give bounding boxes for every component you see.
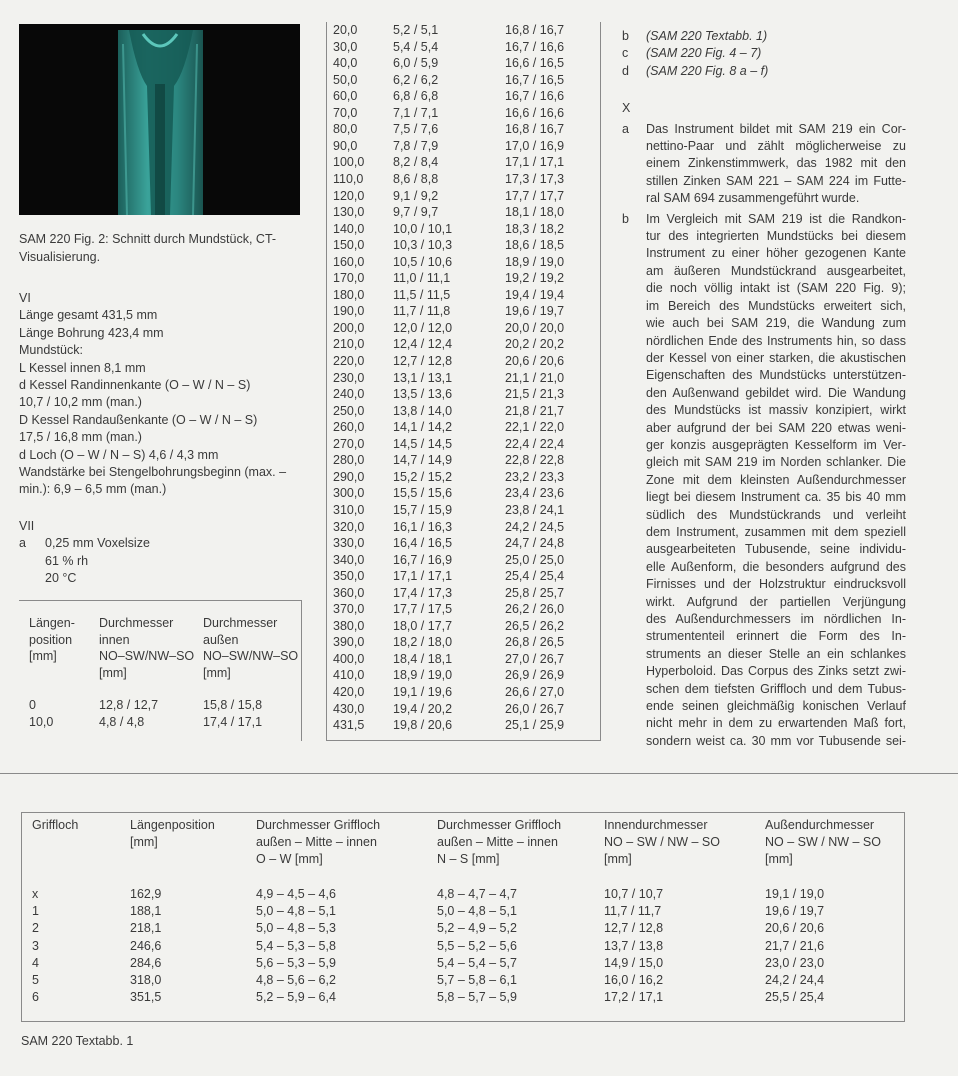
text-line: Im Vergleich mit SAM 219 ist die Randkon-: [646, 211, 906, 226]
table-cell: 30,0: [333, 39, 358, 54]
table-cell: 14,1 / 14,2: [393, 420, 453, 435]
text-line: im Bereich des Mundstücks erweitert sich,: [646, 298, 906, 313]
scan-line: 0,25 mm Voxelsize: [45, 536, 150, 551]
table-cell: 12,4 / 12,4: [393, 337, 453, 352]
table-cell: 5,2 – 4,9 – 5,2: [437, 921, 517, 936]
table-cell: 21,7 / 21,6: [765, 938, 825, 953]
spec-line: 10,7 / 10,2 mm (man.): [19, 395, 142, 410]
table-cell: 26,8 / 26,5: [505, 635, 565, 650]
table-cell: 5,7 – 5,8 – 6,1: [437, 973, 517, 987]
text-line: Eigenschaften des Mundstücks unterstützen-: [646, 368, 906, 383]
table-cell: 140,0: [333, 221, 365, 236]
text-line: wirkt. Aufgrund der partiellen Verjüngung: [646, 594, 906, 609]
table-cell: 11,7 / 11,7: [604, 904, 662, 919]
bore-table-start: [19, 600, 302, 741]
table-cell: 4,9 – 4,5 – 4,6: [256, 887, 336, 901]
spec-line: Mundstück:: [19, 343, 83, 358]
table-cell: 13,8 / 14,0: [393, 403, 453, 418]
spec-line: d Kessel Randinnenkante (O – W / N – S): [19, 378, 251, 393]
table-cell: 120,0: [333, 188, 365, 203]
table-cell: 4,8 / 4,8: [99, 715, 145, 729]
table-cell: 10,5 / 10,6: [393, 254, 453, 269]
table-cell: 12,7 / 12,8: [604, 921, 664, 936]
table-cell: 19,8 / 20,6: [393, 718, 453, 733]
table-cell: 25,0 / 25,0: [505, 552, 565, 567]
text-line: dem Instrument, zusammen mit dem speziell: [646, 524, 906, 539]
table-cell: 20,0 / 20,0: [505, 320, 565, 335]
text-line: die noch völlig intakt ist (SAM 220 Fig. 9);: [646, 281, 906, 296]
text-line: struments an dieser Stelle an ein schlankes: [646, 646, 906, 661]
bore-table-continued: [326, 22, 601, 741]
table-cell: 22,8 / 22,8: [505, 453, 565, 468]
text-line: Zone mit dem kleinsten Außendurchmesser: [646, 472, 906, 487]
table-cell: 5: [32, 973, 39, 987]
table-cell: 10,3 / 10,3: [393, 238, 453, 253]
table-cell: 1: [32, 904, 39, 919]
table-cell: 40,0: [333, 56, 358, 71]
table-cell: 380,0: [333, 618, 365, 633]
table-cell: 420,0: [333, 685, 365, 699]
table-cell: 17,3 / 17,3: [505, 171, 565, 186]
table-cell: 26,9 / 26,9: [505, 668, 565, 683]
section-divider: [0, 773, 958, 774]
table-cell: 8,2 / 8,4: [393, 155, 439, 170]
table-cell: 26,2 / 26,0: [505, 602, 565, 617]
table-cell: 230,0: [333, 370, 365, 385]
text-line: ger konzis ausgeprägten Kesselform im Ver-: [646, 437, 906, 452]
text-line: Firnisses und der Holzstruktur eindrucksvoll: [646, 577, 906, 592]
scan-line: 61 % rh: [45, 553, 89, 568]
spec-line: d Loch (O – W / N – S) 4,6 / 4,3 mm: [19, 447, 219, 462]
table-cell: 7,8 / 7,9: [393, 138, 439, 153]
table-cell: 4: [32, 955, 39, 970]
table-cell: 18,9 / 19,0: [393, 668, 453, 683]
table-cell: 4,8 – 5,6 – 6,2: [256, 973, 336, 987]
table-cell: 11,5 / 11,5: [393, 287, 451, 302]
table-cell: 250,0: [333, 403, 365, 418]
section-heading: X: [622, 101, 631, 116]
table-cell: 70,0: [333, 105, 358, 120]
column-header: Längenposition [mm]: [130, 818, 215, 850]
table-cell: 23,0 / 23,0: [765, 955, 825, 970]
table-cell: 318,0: [130, 973, 162, 987]
table-cell: 300,0: [333, 486, 365, 501]
table-cell: 5,4 – 5,4 – 5,7: [437, 955, 517, 970]
ct-mouthpiece-image: [19, 24, 300, 215]
table-cell: 370,0: [333, 602, 365, 617]
table-cell: 16,7 / 16,5: [505, 72, 565, 87]
text-line: liegt bei diesem Instrument ca. 35 bis 40 mm: [646, 490, 906, 505]
table-cell: 19,6 / 19,7: [505, 304, 565, 319]
text-line: südlich des Mundstückrands und verleiht: [646, 507, 906, 522]
column-header: Innendurchmesser NO – SW / NW – SO [mm]: [604, 818, 720, 867]
table-cell: 170,0: [333, 271, 365, 286]
table-cell: 430,0: [333, 701, 365, 716]
text-line: gleich mit SAM 219 im Norden schlanker. Die: [646, 455, 906, 470]
finger-hole-table: [21, 812, 905, 1022]
text-line: einem Zinkenstimmwerk, das 1982 mit den: [646, 156, 906, 171]
table-cell: 20,2 / 20,2: [505, 337, 565, 352]
table-cell: 18,0 / 17,7: [393, 618, 453, 633]
table-cell: 19,6 / 19,7: [765, 904, 825, 919]
table-cell: 350,0: [333, 569, 365, 584]
table-cell: 17,1 / 17,1: [505, 155, 565, 170]
table-cell: 280,0: [333, 453, 365, 468]
table-cell: 200,0: [333, 320, 365, 335]
text-line: ende seinen gleichmäßig konischen Verlauf: [646, 699, 906, 714]
table-cell: 431,5: [333, 718, 365, 733]
spec-line: L Kessel innen 8,1 mm: [19, 360, 146, 375]
table-cell: 19,2 / 19,2: [505, 271, 565, 286]
table-cell: 17,7 / 17,5: [393, 602, 453, 617]
table-cell: 16,7 / 16,6: [505, 89, 565, 104]
table-cell: 18,9 / 19,0: [505, 254, 565, 269]
table-cell: 15,2 / 15,2: [393, 469, 453, 484]
table-cell: 390,0: [333, 635, 365, 650]
table-cell: 5,5 – 5,2 – 5,6: [437, 938, 517, 953]
table-cell: 17,4 / 17,1: [203, 715, 263, 729]
spec-line: D Kessel Randaußenkante (O – W / N – S): [19, 412, 258, 427]
table-cell: 10,0: [29, 715, 54, 729]
table-cell: 180,0: [333, 287, 365, 302]
table-cell: 0: [29, 698, 36, 712]
table-cell: 5,0 – 4,8 – 5,1: [437, 904, 517, 919]
table-cell: 18,6 / 18,5: [505, 238, 565, 253]
table-cell: 2: [32, 921, 39, 936]
table-cell: 20,6 / 20,6: [765, 921, 825, 936]
table-cell: 351,5: [130, 990, 162, 1005]
table-cell: 12,0 / 12,0: [393, 320, 453, 335]
table-cell: 400,0: [333, 651, 365, 666]
table-cell: 310,0: [333, 502, 365, 517]
table-cell: 160,0: [333, 254, 365, 269]
text-line: nicht mehr in dem zu erwartenden Maß fort,: [646, 716, 906, 731]
table-cell: 13,7 / 13,8: [604, 938, 664, 953]
text-line: des Außendurchmessers im nördlichen In-: [646, 612, 906, 626]
table-cell: 110,0: [333, 171, 364, 186]
table-cell: 13,1 / 13,1: [393, 370, 453, 385]
commentary-paragraph-a: a Das Instrument bildet mit SAM 219 ein Cor- nettino-Paar und zählt möglicherweise zu einem Zinkenstimmwerk, das 1982 mit den stillen Zinken SAM 221 – SAM 224 im Futte- ral SAM 694 zusammengeführt wurde.: [622, 121, 906, 208]
text-line: nettino-Paar und zählt möglicherweise zu: [646, 139, 906, 154]
column-header: Durchmesser außen NO–SW/NW–SO [mm]: [203, 616, 299, 680]
table-cell: 18,1 / 18,0: [505, 205, 565, 220]
text-line: Das Instrument bildet mit SAM 219 ein Cor-: [646, 121, 906, 136]
table-cell: 130,0: [333, 205, 365, 220]
text-line: den Außenwand gebildet wird. Die Wandung: [646, 385, 906, 400]
table-cell: 246,6: [130, 938, 162, 953]
table-cell: 7,1 / 7,1: [393, 105, 439, 120]
table-cell: 8,6 / 8,8: [393, 171, 439, 186]
table-cell: 5,6 – 5,3 – 5,9: [256, 955, 336, 970]
table-cell: 284,6: [130, 955, 162, 970]
table-cell: 11,7 / 11,8: [393, 304, 451, 319]
table-cell: 16,7 / 16,6: [505, 39, 565, 54]
table-cell: 5,2 – 5,9 – 6,4: [256, 990, 336, 1005]
text-line: sondern weist ca. 30 mm vor Tubusende sei-: [646, 733, 906, 748]
scan-line: 20 °C: [45, 571, 77, 586]
table-cell: 5,4 / 5,4: [393, 39, 439, 54]
table-cell: 18,2 / 18,0: [393, 635, 453, 650]
text-line: strumententeil erinnert die Form des In-: [646, 629, 906, 644]
table-cell: 25,4 / 25,4: [505, 569, 565, 584]
table-cell: 16,7 / 16,9: [393, 552, 453, 567]
commentary-paragraph-b: b Im Vergleich mit SAM 219 ist die Randkon- tur des integrierten Mundstücks bei diesem Instrument zu einer höher gezogenen Kante am äußeren Mundstückrand ausgearbeitet, die noch völlig intakt ist (SAM 220 Fig. 9); im Bereich des Mundstücks erweitert sich, wie auch bei SAM 219, die Wandung zum nördlichen Ende des Instruments hin, so dass der Kessel von einer starken, die akustischen Eigenschaften des Mundstücks unterstützen- den Außenwand gebildet wird. Die Wandung des Mundstücks ist massiv konzipiert, wirkt aber aufgrund der bei SAM 220 etwas weni- ger konzis ausgeprägten Kesselform im Ver- gleich mit SAM 219 im Norden schlanker. Die Zone mit dem kleinsten Außendurchmesser liegt bei diesem Instrument ca. 35 bis 40 mm südlich des Mundstückrands und verleiht dem Instrument, zusammen mit dem speziell ausgearbeiteten Tubusende, seine individu- elle Außenform, die besonders aufgrund des Firnisses und der Holzstruktur eindrucksvoll wirkt. Aufgrund der partiellen Verjüngung des Außendurchmessers im nördlichen In- strumententeil erinnert die Form des In- struments an dieser Stelle an ein schlankes Hyperboloid. Das Corpus des Zinks setzt zwi- schen dem tiefsten Griffloch und dem Tubus- ende seinen gleichmäßig konischen Verlauf nicht mehr in dem zu erwartenden Maß fort, sondern weist ca. 30 mm vor Tubusende sei-: [622, 211, 906, 751]
table-cell: 15,5 / 15,6: [393, 486, 453, 501]
table-cell: 17,7 / 17,7: [505, 188, 565, 203]
table-cell: 11,0 / 11,1: [393, 271, 451, 286]
table-cell: 4,8 – 4,7 – 4,7: [437, 887, 517, 901]
text-line: ausgearbeiteten Tubusende, seine individu-: [646, 542, 906, 557]
table-cell: 14,5 / 14,5: [393, 436, 453, 451]
table-cell: 6,0 / 5,9: [393, 56, 439, 71]
reference-item: d (SAM 220 Fig. 8 a – f): [622, 63, 769, 78]
table-cell: 218,1: [130, 921, 162, 936]
text-line: des Mundstücks ist massiv konzipiert, wirkt: [646, 403, 906, 418]
section-heading: VI: [19, 291, 31, 305]
table-cell: 20,6 / 20,6: [505, 354, 565, 368]
table-cell: 13,5 / 13,6: [393, 387, 453, 402]
text-line: Hyperboloid. Das Corpus des Zinks setzt zwi-: [646, 664, 906, 679]
section-heading: VII: [19, 519, 35, 533]
table-cell: 22,1 / 22,0: [505, 420, 565, 435]
right-column: [622, 28, 906, 750]
table-cell: 90,0: [333, 138, 358, 153]
table-cell: 21,5 / 21,3: [505, 387, 565, 402]
table-cell: 18,4 / 18,1: [393, 651, 453, 666]
table-cell: 7,5 / 7,6: [393, 122, 439, 137]
table-cell: 23,4 / 23,6: [505, 486, 565, 501]
table-cell: 17,0 / 16,9: [505, 138, 565, 153]
table-cell: 10,7 / 10,7: [604, 887, 664, 901]
table-cell: 27,0 / 26,7: [505, 651, 565, 666]
spec-line: Länge Bohrung 423,4 mm: [19, 325, 164, 340]
item-letter: a: [19, 536, 26, 551]
table-cell: 24,2 / 24,4: [765, 973, 825, 987]
table-cell: 188,1: [130, 904, 162, 919]
table-cell: 360,0: [333, 585, 365, 600]
table-cell: 16,1 / 16,3: [393, 519, 453, 534]
table-cell: 17,2 / 17,1: [604, 990, 664, 1005]
text-line: tur des integrierten Mundstücks bei diesem: [646, 229, 906, 244]
table-cell: 100,0: [333, 155, 365, 170]
table-cell: 330,0: [333, 536, 365, 551]
table-cell: 15,7 / 15,9: [393, 502, 453, 517]
table-caption: SAM 220 Textabb. 1: [21, 1034, 134, 1048]
ct-visualisation-graphic: [19, 24, 300, 215]
table-cell: 5,2 / 5,1: [393, 23, 439, 37]
spec-line: Länge gesamt 431,5 mm: [19, 308, 158, 323]
table-cell: 16,8 / 16,7: [505, 122, 565, 137]
table-cell: 25,1 / 25,9: [505, 718, 565, 733]
table-cell: 21,8 / 21,7: [505, 403, 565, 418]
table-cell: 3: [32, 938, 39, 953]
text-line: nördlichen Ende des Instruments hin, so dass: [646, 333, 906, 348]
column-header: Außendurchmesser NO – SW / NW – SO [mm]: [765, 818, 881, 867]
table-cell: 24,7 / 24,8: [505, 536, 565, 551]
table-cell: 12,8 / 12,7: [99, 698, 159, 712]
text-line: aber aufgrund der bei SAM 220 etwas weni-: [646, 420, 906, 435]
table-cell: 410,0: [333, 668, 365, 683]
table-cell: 16,6 / 16,5: [505, 56, 565, 71]
table-cell: 25,5 / 25,4: [765, 990, 825, 1005]
text-line: am äußeren Mundstückrand ausgearbeitet,: [646, 263, 906, 278]
table-cell: 340,0: [333, 552, 365, 567]
table-cell: 162,9: [130, 887, 162, 901]
table-cell: 5,4 – 5,3 – 5,8: [256, 938, 336, 953]
table-cell: 21,1 / 21,0: [505, 370, 565, 385]
table-cell: 9,1 / 9,2: [393, 188, 439, 203]
text-line: schen dem tiefsten Griffloch und dem Tubus-: [646, 681, 906, 696]
table-cell: 16,6 / 16,6: [505, 105, 565, 120]
table-cell: 210,0: [333, 337, 365, 352]
table-cell: 5,0 – 4,8 – 5,3: [256, 921, 336, 936]
table-cell: 150,0: [333, 238, 365, 253]
table-cell: 20,0: [333, 23, 358, 37]
spec-line: 17,5 / 16,8 mm (man.): [19, 430, 142, 445]
table-cell: 5,8 – 5,7 – 5,9: [437, 990, 517, 1005]
table-cell: 60,0: [333, 89, 358, 104]
section-vi: [19, 290, 309, 499]
table-cell: 12,7 / 12,8: [393, 354, 453, 368]
text-line: der Kessel von einer starken, die akustischen: [646, 350, 906, 365]
text-line: wie auch bei SAM 219, die Wandung zum: [646, 316, 906, 331]
table-cell: 6: [32, 990, 39, 1005]
table-cell: 6,2 / 6,2: [393, 72, 439, 87]
text-line: stillen Zinken SAM 221 – SAM 224 im Futte-: [646, 173, 906, 188]
table-cell: 290,0: [333, 469, 365, 484]
table-cell: 23,8 / 24,1: [505, 502, 565, 517]
table-cell: 16,0 / 16,2: [604, 973, 664, 987]
table-cell: 22,4 / 22,4: [505, 436, 565, 451]
text-line: ral SAM 694 zusammengeführt wurde.: [646, 191, 860, 206]
column-header: Griffloch: [32, 818, 79, 832]
table-cell: 260,0: [333, 420, 365, 435]
table-cell: 270,0: [333, 436, 365, 451]
spec-line: min.): 6,9 – 6,5 mm (man.): [19, 482, 167, 497]
spec-line: Wandstärke bei Stengelbohrungsbeginn (max. –: [19, 465, 287, 480]
table-cell: x: [32, 887, 39, 901]
table-cell: 19,1 / 19,0: [765, 887, 825, 901]
table-cell: 18,3 / 18,2: [505, 221, 565, 236]
table-cell: 14,9 / 15,0: [604, 955, 664, 970]
column-header: Längen- position [mm]: [29, 616, 75, 663]
column-header: Durchmesser Griffloch außen – Mitte – innen O – W [mm]: [256, 818, 381, 867]
table-cell: 240,0: [333, 387, 365, 402]
column-header: Durchmesser Griffloch außen – Mitte – innen N – S [mm]: [437, 818, 562, 867]
table-cell: 26,6 / 27,0: [505, 685, 565, 699]
table-cell: 320,0: [333, 519, 365, 534]
text-line: Instrument zu einer höher gezogenen Kante: [646, 246, 906, 261]
table-cell: 80,0: [333, 122, 358, 137]
table-cell: 14,7 / 14,9: [393, 453, 453, 468]
table-cell: 19,4 / 20,2: [393, 701, 453, 716]
reference-item: c (SAM 220 Fig. 4 – 7): [622, 46, 762, 61]
table-cell: 26,0 / 26,7: [505, 701, 565, 716]
table-cell: 17,1 / 17,1: [393, 569, 453, 584]
table-cell: 16,8 / 16,7: [505, 23, 565, 37]
table-cell: 50,0: [333, 72, 358, 87]
text-line: elle Außenform, die besonders aufgrund des: [646, 559, 906, 574]
section-vii: [19, 518, 309, 588]
table-cell: 220,0: [333, 354, 365, 368]
table-cell: 16,4 / 16,5: [393, 536, 453, 551]
table-cell: 25,8 / 25,7: [505, 585, 565, 600]
table-cell: 23,2 / 23,3: [505, 469, 565, 484]
table-cell: 9,7 / 9,7: [393, 205, 439, 220]
table-cell: 17,4 / 17,3: [393, 585, 453, 600]
table-cell: 10,0 / 10,1: [393, 221, 453, 236]
column-header: Durchmesser innen NO–SW/NW–SO [mm]: [99, 616, 195, 680]
reference-item: b (SAM 220 Textabb. 1): [622, 29, 768, 43]
table-cell: 6,8 / 6,8: [393, 89, 439, 104]
figure-caption: SAM 220 Fig. 2: Schnitt durch Mundstück, CT-Visualisierung.: [19, 232, 277, 264]
table-cell: 19,1 / 19,6: [393, 685, 453, 699]
table-cell: 24,2 / 24,5: [505, 519, 565, 534]
table-cell: 190,0: [333, 304, 365, 319]
table-cell: 5,0 – 4,8 – 5,1: [256, 904, 336, 919]
table-cell: 26,5 / 26,2: [505, 618, 565, 633]
table-cell: 19,4 / 19,4: [505, 287, 565, 302]
table-cell: 15,8 / 15,8: [203, 698, 263, 712]
